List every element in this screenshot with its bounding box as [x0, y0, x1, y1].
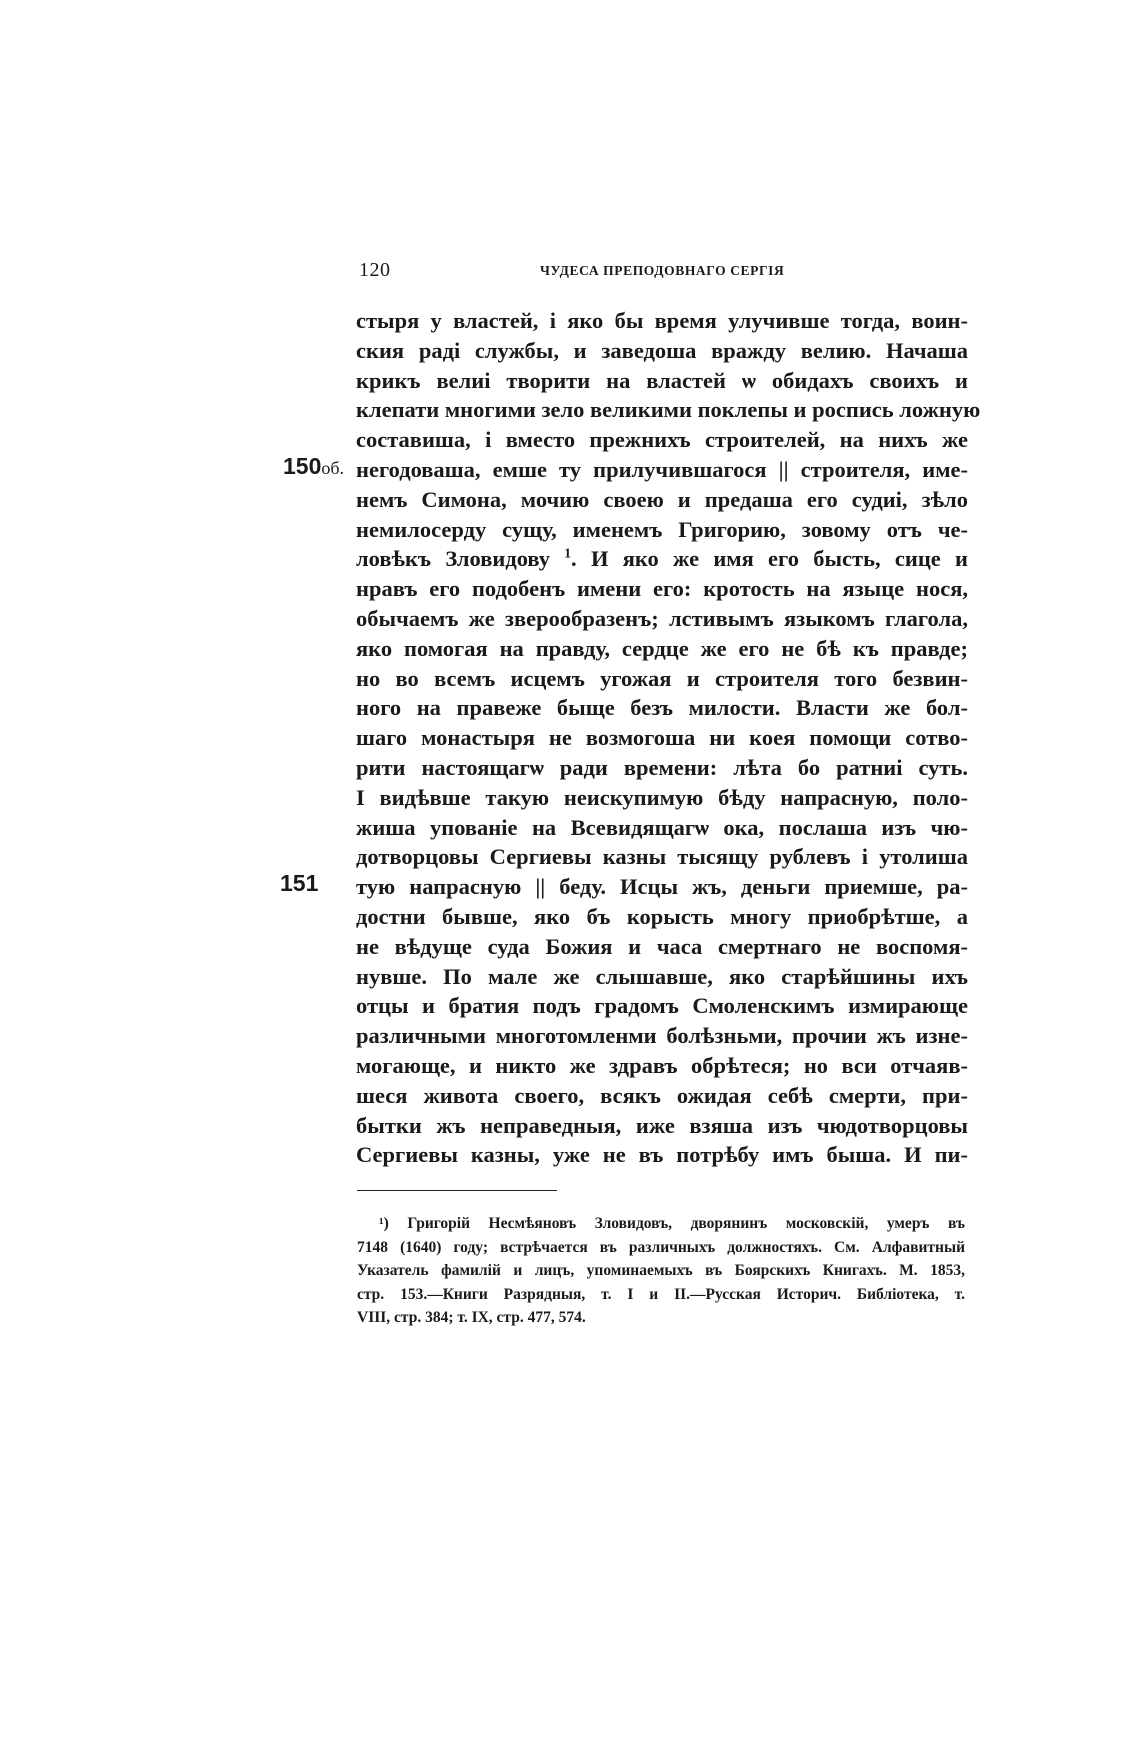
text-line: отцы и братия подъ градомъ Смоленскимъ измирающе: [356, 993, 968, 1019]
text-line: нравъ его подобенъ имени его: кротость на языце нося,: [356, 576, 968, 602]
text-line: ного на правеже быще безъ милости. Власти же бол-: [356, 695, 968, 721]
footnote-reference: 1: [564, 545, 572, 561]
text-segment: . И яко же имя его бысть, сице и: [571, 546, 968, 572]
text-line: не вѣдуще суда Божия и часа смертнаго не воспомя-: [356, 933, 968, 959]
text-line: составиша, і вместо прежнихъ строителей, на нихъ же: [356, 427, 968, 453]
footnote-marker: ¹): [379, 1215, 389, 1232]
text-line: различными многотомленми болѣзньми, прочии жъ изне-: [356, 1023, 968, 1049]
text-line: І видѣвше такую неискупимую бѣду напрасную, поло-: [356, 784, 968, 810]
text-line-with-footnote-ref: [356, 544, 968, 574]
text-line: могающе, и никто же здравъ обрѣтеся; но вси отчаяв-: [356, 1052, 968, 1078]
footnote: [357, 1212, 965, 1330]
folio-number: 150: [283, 453, 322, 479]
folio-number: 151: [280, 870, 319, 896]
text-line: шеся живота своего, всякъ ожидая себѣ смерти, при-: [356, 1082, 968, 1108]
margin-note-folio-151: [280, 870, 318, 897]
body-text: [356, 306, 981, 1170]
footnote-text: Григорій Несмѣяновъ Зловидовъ, дворянинъ московскій, умеръ въ: [407, 1215, 966, 1232]
text-line: дотворцовы Сергиевы казны тысящу рублевъ і утолиша: [356, 844, 968, 870]
text-line: жиша упованіе на Всевидящагѡ ока, послаша изъ чю-: [356, 814, 968, 840]
text-line: бытки жъ неправедныя, иже взяша изъ чюдотворцовы: [356, 1112, 968, 1138]
text-line: немилосерду сущу, именемъ Григорию, зовому отъ че-: [356, 516, 968, 542]
text-line: но во всемъ исцемъ угожая и строителя того безвин-: [356, 665, 968, 691]
footnote-line: стр. 153.—Книги Разрядныя, т. І и II.—Русская Историч. Библіотека, т.: [357, 1285, 965, 1303]
text-line: крикъ велиі творити на властей ѡ обидахъ своихъ и: [356, 367, 968, 393]
text-line: обычаемъ же зверообразенъ; лстивымъ языкомъ глагола,: [356, 605, 968, 631]
running-title: ЧУДЕСА ПРЕПОДОВНАГО СЕРГІЯ: [540, 263, 785, 278]
footnote-line: [357, 1212, 965, 1236]
footnote-line: Указатель фамилій и лицъ, упоминаемыхъ въ Боярскихъ Книгахъ. М. 1853,: [357, 1262, 965, 1280]
footnote-rule: [357, 1190, 557, 1191]
text-line: рити настоящагѡ ради времени: лѣта бо ратниі суть.: [356, 754, 968, 780]
text-line: стыря у властей, і яко бы время улучивше тогда, воин-: [356, 308, 968, 333]
text-line: ския раді службы, и заведоша вражду велию. Начаша: [356, 337, 968, 363]
footnote-line: VIII, стр. 384; т. IX, стр. 477, 574.: [357, 1309, 586, 1327]
footnote-line: 7148 (1640) году; встрѣчается въ различныхъ должностяхъ. См. Алфавитный: [357, 1238, 965, 1256]
folio-suffix: об.: [321, 458, 345, 478]
margin-note-folio-150: [283, 453, 344, 480]
text-line: достни бывше, яко бъ корысть многу приобрѣтше, а: [356, 903, 968, 929]
text-line: нувше. По мале же слышавше, яко старѣйшины ихъ: [356, 963, 968, 989]
text-line: яко помогая на правду, сердце же его не бѣ къ правде;: [356, 635, 968, 661]
text-line: немъ Симона, мочию своею и предаша его судиі, зѣло: [356, 486, 968, 512]
text-line: тую напрасную || беду. Исцы жъ, деньги приемше, ра-: [356, 874, 968, 900]
text-line: Сергиевы казны, уже не въ потрѣбу имъ быша. И пи-: [356, 1142, 968, 1168]
text-line: шаго монастыря не возмогоша ни коея помощи сотво-: [356, 725, 968, 751]
text-segment: ловѣкъ Зловидову: [356, 546, 551, 572]
text-line: клепати многими зело великими поклепы и роспись ложную: [356, 397, 981, 423]
page-number: 120: [359, 259, 391, 281]
text-line: негодоваша, емше ту прилучившагося || строителя, име-: [356, 456, 968, 482]
